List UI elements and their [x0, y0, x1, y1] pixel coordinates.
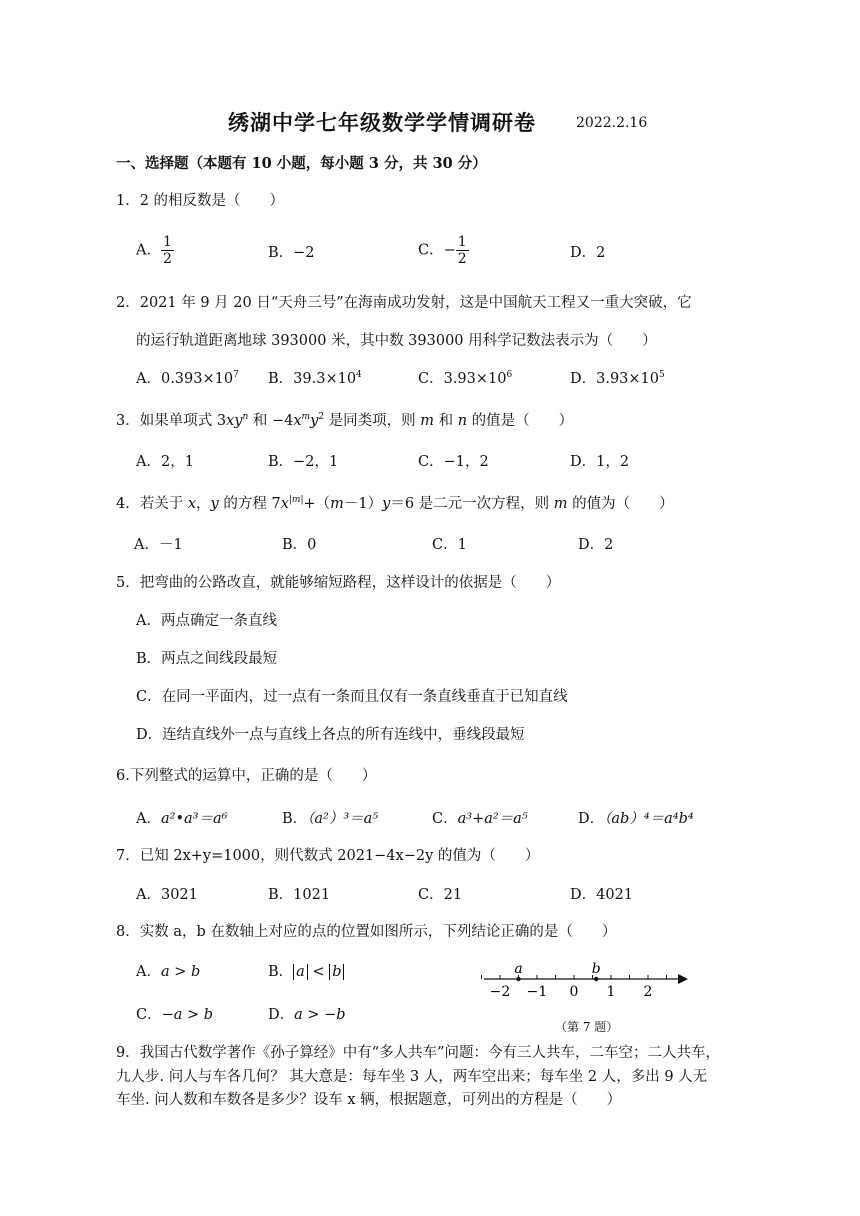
- q8-option-d: D．a > −b: [268, 1007, 346, 1023]
- q6-option-d: D．（ab）⁴＝a⁴b⁴: [578, 811, 694, 827]
- q1-option-d: D．2: [570, 245, 606, 261]
- q6-option-c: C．a³+a²＝a⁵: [432, 811, 528, 827]
- q5-stem: 5．把弯曲的公路改直，就能够缩短路程，这样设计的依据是（ ）: [116, 575, 561, 591]
- point-a: [516, 977, 520, 981]
- q6-option-a: A．a²•a³＝a⁶: [136, 811, 228, 827]
- axis-tick-label: −2: [489, 984, 511, 1000]
- q4-stem: 4．若关于 x，y 的方程 $7x^{|m|}+(m-1)y=6$ 是二元一次方程，则 m 的值为（ ）: [116, 495, 674, 512]
- q6-option-b: B．（a²）³＝a⁵: [282, 811, 379, 827]
- q4-option-c: C．1: [432, 537, 467, 553]
- page-title: 绣湖中学七年级数学学情调研卷: [228, 110, 536, 135]
- q5-option-b: B．两点之间线段最短: [136, 651, 278, 667]
- q2-option-c: C．$3.93\times 10^6$: [418, 370, 513, 387]
- q6-stem: 6.下列整式的运算中，正确的是（ ）: [116, 768, 377, 784]
- section-heading: 一、选择题（本题有 10 小题，每小题 3 分，共 30 分）: [116, 155, 487, 172]
- arrow-icon: [678, 974, 688, 984]
- q1-option-a: A． $\frac{1}{2}$: [136, 234, 172, 268]
- q9-stem-line1: 9．我国古代数学著作《孙子算经》中有“多人共车”问题：今有三人共车，二车空；二人共车，: [116, 1045, 721, 1061]
- point-a-label: a: [514, 961, 523, 977]
- number-line-figure: [478, 958, 693, 1002]
- point-b-label: b: [591, 961, 601, 977]
- q5-option-d: D．连结直线外一点与直线上各点的所有连线中，垂线段最短: [136, 727, 525, 743]
- q4-option-a: A．－1: [134, 537, 183, 553]
- q8-stem: 8．实数 a，b 在数轴上对应的点的位置如图所示，下列结论正确的是（ ）: [116, 924, 617, 940]
- q2-option-b: B．$39.3\times 10^4$: [268, 370, 362, 387]
- q7-option-a: A．3021: [136, 887, 198, 903]
- q7-option-b: B．1021: [268, 887, 331, 903]
- q7-option-c: C．21: [418, 887, 463, 903]
- q3-option-b: B．−2，1: [268, 454, 339, 470]
- q2-option-a: A．$0.393\times 10^7$: [136, 370, 239, 387]
- q4-option-d: D．2: [578, 537, 614, 553]
- q1-option-c: C．− $\frac{1}{2}$: [418, 234, 467, 268]
- axis-tick-label: 2: [643, 984, 653, 1000]
- q9-stem-line2: 九人步. 问人与车各几何？ 其大意是：每车坐 3 人，两车空出来；每车坐 2 人，多出 9 人无: [116, 1069, 708, 1085]
- q2-stem-line2: 的运行轨道距离地球 393000 米，其中数 393000 用科学记数法表示为（ ）: [136, 333, 657, 349]
- axis-tick-label: −1: [526, 984, 548, 1000]
- q5-option-c: C．在同一平面内，过一点有一条而且仅有一条直线垂直于已知直线: [136, 689, 568, 705]
- q3-stem: 3．如果单项式 $3xy^n$ 和 $-4x^my^2$ 是同类项，则 m 和 n 的值是（ ）: [116, 412, 574, 429]
- exam-date: 2022.2.16: [576, 115, 648, 131]
- q3-option-d: D．1，2: [570, 454, 630, 470]
- axis-tick-label: 0: [569, 984, 579, 1000]
- q2-stem-line1: 2．2021 年 9 月 20 日“天舟三号”在海南成功发射，这是中国航天工程又一重大突破，它: [116, 295, 692, 311]
- q1-stem: 1．2 的相反数是（ ）: [116, 193, 285, 209]
- q4-option-b: B．0: [282, 537, 317, 553]
- q2-option-d: D．$3.93\times 10^5$: [570, 370, 665, 387]
- q5-option-a: A．两点确定一条直线: [136, 613, 277, 629]
- q8-option-c: C．−a > b: [136, 1007, 214, 1023]
- q7-stem: 7．已知 2x+y=1000，则代数式 2021−4x−2y 的值为（ ）: [116, 848, 540, 864]
- q3-option-c: C．−1，2: [418, 454, 489, 470]
- q8-option-a: A．a > b: [136, 964, 201, 980]
- q1-option-b: B．−2: [268, 245, 315, 261]
- q9-stem-line3: 车坐. 问人数和车数各是多少？设车 x 辆，根据题意，可列出的方程是（ ）: [116, 1092, 622, 1108]
- axis-tick-label: 1: [606, 984, 616, 1000]
- q3-option-a: A．2，1: [136, 454, 194, 470]
- q8-option-b: B． a < b: [268, 964, 344, 981]
- q7-option-d: D．4021: [570, 887, 634, 903]
- point-b: [594, 977, 598, 981]
- figure-caption: （第 7 题）: [555, 1020, 619, 1034]
